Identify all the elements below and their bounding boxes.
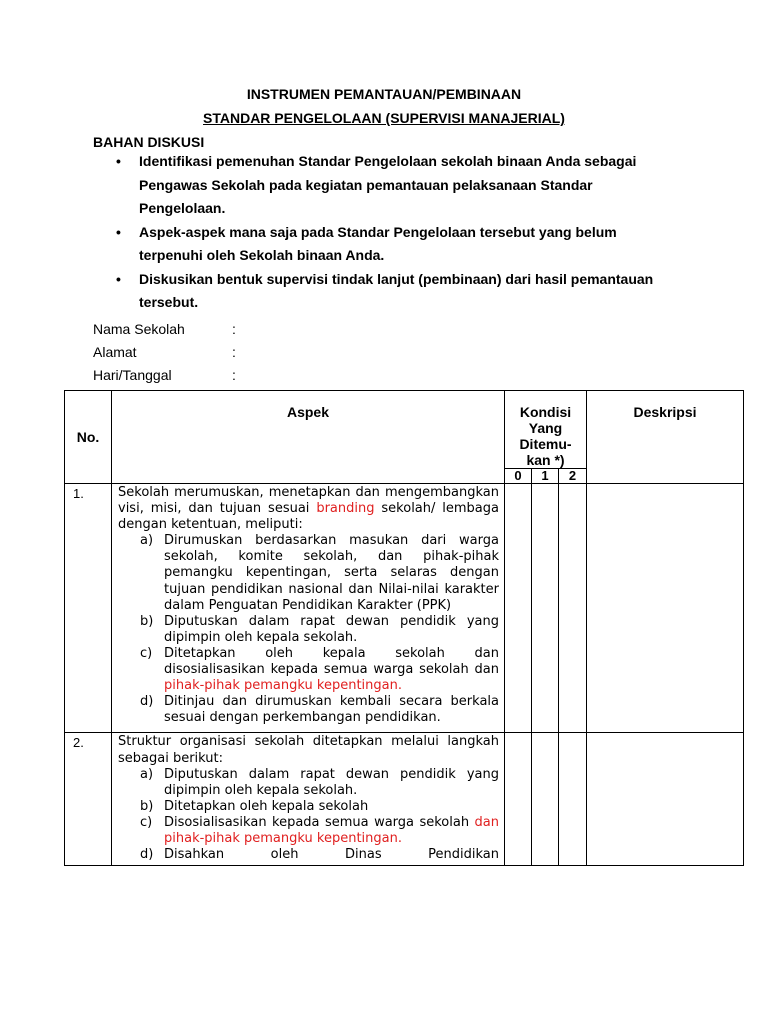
info-label: Alamat	[93, 344, 137, 360]
info-date	[93, 367, 236, 383]
score-2: 2	[559, 469, 587, 484]
description-cell[interactable]	[587, 484, 744, 733]
aspect-item: d) Ditinjau dan dirumuskan kembali secara berkala sesuai dengan perkembangan pendidikan.	[140, 694, 499, 726]
highlight-text: branding	[316, 501, 375, 517]
score-cell-1[interactable]	[532, 733, 559, 866]
score-cell-2[interactable]	[559, 733, 587, 866]
info-school-name	[93, 321, 236, 337]
score-0: 0	[505, 469, 532, 484]
table-row	[65, 484, 744, 733]
discussion-bullet: • Identifikasi pemenuhan Standar Pengelolaan sekolah binaan Anda sebagai Pengawas Sekolah pada kegiatan pemantauan pelaksanaan Standar Pengelolaan.	[93, 150, 673, 221]
aspect-item: b) Diputuskan dalam rapat dewan pendidik yang dipimpin oleh kepala sekolah.	[140, 613, 499, 645]
row-number: 2.	[65, 733, 112, 866]
score-cell-2[interactable]	[559, 484, 587, 733]
score-cell-1[interactable]	[532, 484, 559, 733]
info-label: Hari/Tanggal	[93, 367, 172, 383]
table-header-row	[65, 391, 744, 469]
document-subtitle: STANDAR PENGELOLAAN (SUPERVISI MANAJERIAL)	[203, 110, 565, 126]
highlight-text: pihak-pihak pemangku kepentingan.	[164, 678, 402, 694]
aspect-text: Sekolah merumuskan, menetapkan dan mengembangkan visi, misi, dan tujuan sesuai branding sekolah/ lembaga dengan ketentuan, meliputi: a) Dirumuskan berdasarkan masukan dari warga sekolah, komite sekolah, dan pihak-pihak pemangku kepentingan, serta selaras dengan tujuan pendidikan nasional dan Nilai-nilai karakter dalam Penguatan Pendidikan Karakter (PPK) b) Diputuskan dalam rapat dewan pendidik yang dipimpin oleh kepala sekolah. c) Ditetapkan oleh kepala sekolah dan disosialisasikan kepada semua warga sekolah dan pihak-pihak pemangku kepentingan. d) Ditinjau dan dirumuskan kembali secara berkala sesuai dengan perkembangan pendidikan.	[112, 484, 505, 733]
info-address	[93, 344, 236, 360]
aspect-item: c) Disosialisasikan kepada semua warga sekolah dan pihak-pihak pemangku kepentingan.	[140, 814, 499, 846]
score-cell-0[interactable]	[505, 484, 532, 733]
aspect-text: Struktur organisasi sekolah ditetapkan melalui langkah sebagai berikut: a) Diputuskan dalam rapat dewan pendidik yang dipimpin oleh kepala sekolah. b) Ditetapkan oleh kepala sekolah c) Disosialisasikan kepada semua warga sekolah dan pihak-pihak pemangku kepentingan. d) Disahkan oleh Dinas Pendidikan	[112, 733, 505, 866]
discussion-list	[93, 150, 673, 315]
discussion-bullet: • Aspek-aspek mana saja pada Standar Pengelolaan tersebut yang belum terpenuhi oleh Sekolah binaan Anda.	[93, 221, 673, 268]
discussion-heading: BAHAN DISKUSI	[93, 134, 205, 150]
aspect-item: b) Ditetapkan oleh kepala sekolah	[140, 798, 369, 814]
header-kondisi: Kondisi Yang Ditemu- kan *)	[505, 391, 587, 469]
score-cell-0[interactable]	[505, 733, 532, 866]
header-no: No.	[65, 391, 112, 484]
header-aspek: Aspek	[112, 391, 505, 484]
info-colon: :	[232, 367, 236, 383]
aspect-item: a) Dirumuskan berdasarkan masukan dari warga sekolah, komite sekolah, dan pihak-pihak pemangku kepentingan, serta selaras dengan tujuan pendidikan nasional dan Nilai-nilai karakter dalam Penguatan Pendidikan Karakter (PPK)	[140, 533, 499, 613]
aspect-item: a) Diputuskan dalam rapat dewan pendidik yang dipimpin oleh kepala sekolah.	[140, 766, 499, 798]
description-cell[interactable]	[587, 733, 744, 866]
document-title: INSTRUMEN PEMANTAUAN/PEMBINAAN	[246, 86, 522, 102]
score-1: 1	[532, 469, 559, 484]
info-colon: :	[232, 344, 236, 360]
highlight-text: dan pihak-pihak pemangku kepentingan.	[164, 814, 499, 846]
aspect-item: d) Disahkan oleh Dinas Pendidikan	[140, 847, 499, 863]
monitoring-table	[64, 390, 744, 866]
info-colon: :	[232, 321, 236, 337]
row-number: 1.	[65, 484, 112, 733]
header-deskripsi: Deskripsi	[587, 391, 744, 484]
info-label: Nama Sekolah	[93, 321, 185, 337]
aspect-item: c) Ditetapkan oleh kepala sekolah dan disosialisasikan kepada semua warga sekolah dan pihak-pihak pemangku kepentingan.	[140, 645, 499, 694]
table-row	[65, 733, 744, 866]
discussion-bullet: • Diskusikan bentuk supervisi tindak lanjut (pembinaan) dari hasil pemantauan tersebut.	[93, 268, 673, 315]
